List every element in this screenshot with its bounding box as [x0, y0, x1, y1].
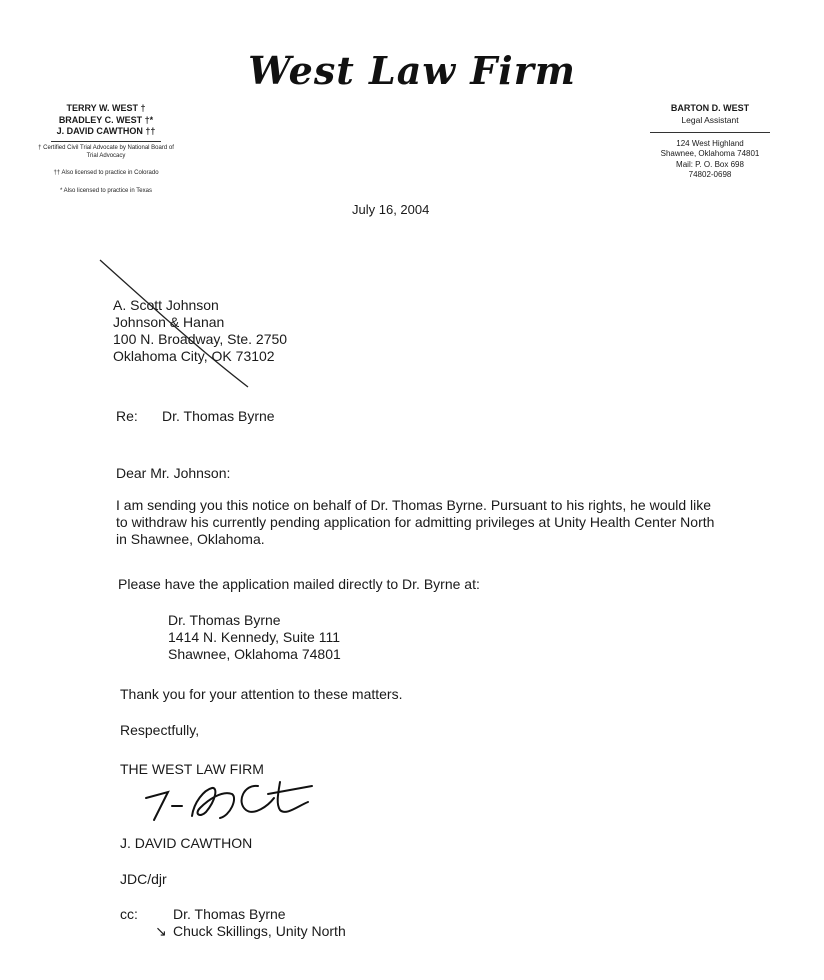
body-paragraph: Please have the application mailed directly to Dr. Byrne at: [118, 576, 480, 592]
attorney-name: TERRY W. WEST † [66, 103, 146, 113]
attorney-list [36, 103, 176, 195]
attorney-name: J. DAVID CAWTHON †† [56, 126, 156, 137]
recipient-line: A. Scott Johnson [113, 297, 219, 313]
re-subject: Dr. Thomas Byrne [162, 408, 275, 424]
re-label: Re: [116, 408, 138, 424]
certification-note: † Certified Civil Trial Advocate by National Board of Trial Advocacy [38, 145, 174, 159]
subject-line [116, 408, 275, 425]
closing-thanks: Thank you for your attention to these matters. [120, 686, 403, 702]
recipient-line: 100 N. Broadway, Ste. 2750 [113, 331, 288, 347]
address-line: 124 West Highland [676, 138, 744, 148]
cc-label: cc: [120, 906, 138, 922]
firm-name: West Law Firm [248, 48, 576, 93]
mailing-address [168, 612, 341, 663]
cc-recipient: Dr. Thomas Byrne [173, 906, 286, 922]
address-line: 74802-0698 [688, 169, 732, 179]
recipient-line: Oklahoma City, OK 73102 [113, 348, 275, 364]
recipient-line: Johnson & Hanan [113, 314, 225, 330]
assistant-block [620, 103, 800, 180]
cc-block [120, 906, 346, 940]
license-note-texas: * Also licensed to practice in Texas [60, 187, 152, 194]
address-line: Mail: P. O. Box 698 [676, 159, 744, 169]
check-arrow-icon: ↘ [155, 923, 167, 939]
body-paragraph: I am sending you this notice on behalf of Dr. Thomas Byrne. Pursuant to his rights, he would like to withdraw his currently pending application for admitting privileges at Unity Health Center North in Shawnee, Oklahoma. [116, 497, 715, 547]
recipient-address [113, 297, 287, 365]
assistant-title: Legal Assistant [681, 114, 739, 125]
license-note-colorado: †† Also licensed to practice in Colorado [53, 170, 159, 177]
divider [51, 141, 161, 142]
address-line: Dr. Thomas Byrne [168, 612, 281, 628]
closing: Respectfully, [120, 722, 200, 738]
address-line: 1414 N. Kennedy, Suite 111 [168, 629, 341, 645]
assistant-name: BARTON D. WEST [670, 103, 750, 113]
address-line: Shawnee, Oklahoma 74801 [168, 646, 341, 662]
attorney-name: BRADLEY C. WEST †* [58, 114, 154, 125]
address-line: Shawnee, Oklahoma 74801 [660, 149, 760, 159]
cc-recipient: Chuck Skillings, Unity North [173, 923, 346, 939]
letter-date: July 16, 2004 [352, 202, 430, 217]
typist-initials: JDC/djr [120, 871, 167, 887]
signer-name: J. DAVID CAWTHON [120, 835, 253, 851]
firm-signature-line: THE WEST LAW FIRM [120, 761, 264, 777]
handwritten-signature [140, 772, 320, 830]
divider [650, 132, 770, 133]
salutation: Dear Mr. Johnson: [116, 465, 231, 481]
